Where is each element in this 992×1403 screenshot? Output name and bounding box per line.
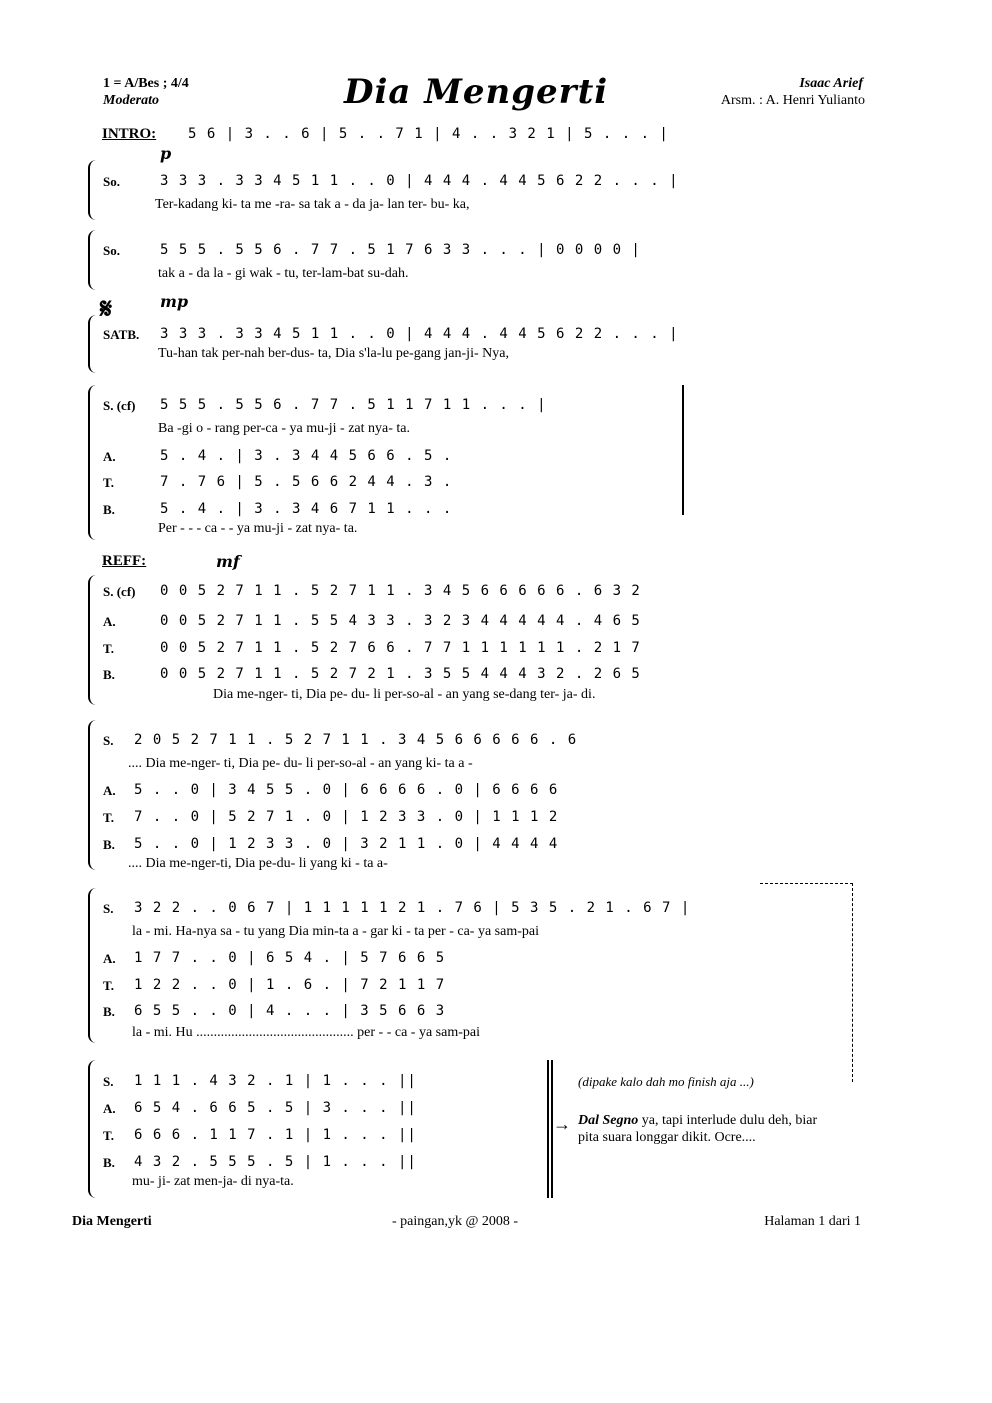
arrow-right-icon: →	[553, 1114, 571, 1134]
intro-label: INTRO:	[102, 126, 157, 142]
system-bracket	[88, 575, 96, 705]
notes-line: 5 . . 0 | 3 4 5 5 . 0 | 6 6 6 6 . 0 | 6 6 6 6	[134, 782, 559, 798]
part-label: A.	[103, 1101, 116, 1116]
notes-line: 3 3 3 . 3 3 4 5 1 1 . . 0 | 4 4 4 . 4 4 5 6 2 2 . . . |	[160, 173, 679, 189]
notes-line: 4 3 2 . 5 5 5 . 5 | 1 . . . ||	[134, 1154, 417, 1170]
notes-line: 5 . 4 . | 3 . 3 4 4 5 6 6 . 5 .	[160, 448, 453, 464]
song-title: Dia Mengerti	[344, 72, 609, 112]
part-label: A.	[103, 449, 116, 464]
lyric-line: la - mi. Hu ............................................. per - - ca - ya sam-pai	[132, 1025, 480, 1040]
part-label: B.	[103, 1155, 115, 1170]
footer-page-number: Halaman 1 dari 1	[764, 1214, 861, 1229]
barline	[682, 385, 684, 515]
notes-line: 5 . . 0 | 1 2 3 3 . 0 | 3 2 1 1 . 0 | 4 4 4 4	[134, 836, 559, 852]
part-label: B.	[103, 667, 115, 682]
tempo-marking: Moderato	[103, 93, 159, 108]
notes-line: 0 0 5 2 7 1 1 . 5 2 7 2 1 . 3 5 5 4 4 4 3 2 . 2 6 5	[160, 666, 641, 682]
reff-label: REFF:	[102, 553, 147, 569]
dal-segno-note	[578, 1112, 828, 1146]
notes-line: 2 0 5 2 7 1 1 . 5 2 7 1 1 . 3 4 5 6 6 6 6 6 . 6	[134, 732, 578, 748]
part-label: T.	[103, 1128, 114, 1143]
part-label: A.	[103, 614, 116, 629]
part-label: A.	[103, 783, 116, 798]
lyric-line: mu- ji- zat men-ja- di nya-ta.	[132, 1174, 294, 1189]
notes-line: 3 3 3 . 3 3 4 5 1 1 . . 0 | 4 4 4 . 4 4 5 6 2 2 . . . |	[160, 326, 679, 342]
part-label: T.	[103, 641, 114, 656]
dashed-repeat-guide	[760, 883, 853, 1082]
part-label: T.	[103, 978, 114, 993]
notes-line: 7 . 7 6 | 5 . 5 6 6 2 4 4 . 3 .	[160, 474, 453, 490]
part-label: So.	[103, 243, 120, 258]
lyric-line: Ba -gi o - rang per-ca - ya mu-ji - zat nya- ta.	[158, 421, 410, 436]
lyric-line: tak a - da la - gi wak - tu, ter-lam-bat su-dah.	[158, 266, 409, 281]
notes-line: 5 . 4 . | 3 . 3 4 6 7 1 1 . . .	[160, 501, 453, 517]
part-label: S. (cf)	[103, 398, 136, 413]
part-label: SATB.	[103, 327, 140, 342]
notes-line: 6 6 6 . 1 1 7 . 1 | 1 . . . ||	[134, 1127, 417, 1143]
notes-line: 1 7 7 . . 0 | 6 5 4 . | 5 7 6 6 5	[134, 950, 446, 966]
finish-hint: (dipake kalo dah mo finish aja ...)	[578, 1074, 754, 1089]
notes-line: 0 0 5 2 7 1 1 . 5 5 4 3 3 . 3 2 3 4 4 4 4 4 . 4 6 5	[160, 613, 641, 629]
part-label: B.	[103, 837, 115, 852]
notes-line: 1 1 1 . 4 3 2 . 1 | 1 . . . ||	[134, 1073, 417, 1089]
lyric-line: .... Dia me-nger-ti, Dia pe-du- li yang ki - ta a-	[128, 856, 388, 871]
lyric-line: la - mi. Ha-nya sa - tu yang Dia min-ta a - gar ki - ta per - ca- ya sam-pai	[132, 924, 539, 939]
part-label: S.	[103, 733, 114, 748]
dal-segno-label: Dal Segno	[578, 1113, 639, 1128]
system-bracket	[88, 1060, 96, 1198]
lyric-line: Per - - - ca - - ya mu-ji - zat nya- ta.	[158, 521, 358, 536]
system-bracket	[88, 230, 96, 290]
composer: Isaac Arief	[799, 76, 863, 91]
part-label: A.	[103, 951, 116, 966]
lyric-line: Dia me-nger- ti, Dia pe- du- li per-so-al - an yang se-dang ter- ja- di.	[213, 687, 596, 702]
dynamic-p: p	[160, 144, 172, 163]
part-label: T.	[103, 810, 114, 825]
notes-line: 3 2 2 . . 0 6 7 | 1 1 1 1 1 2 1 . 7 6 | 5 3 5 . 2 1 . 6 7 |	[134, 900, 691, 916]
system-bracket	[88, 315, 96, 373]
notes-line: 0 0 5 2 7 1 1 . 5 2 7 6 6 . 7 7 1 1 1 1 1 1 . 2 1 7	[160, 640, 641, 656]
lyric-line: Ter-kadang ki- ta me -ra- sa tak a - da ja- lan ter- bu- ka,	[155, 197, 470, 212]
segno-sign: 𝄋	[100, 292, 113, 325]
footer-credit: - paingan,yk @ 2008 -	[392, 1214, 519, 1229]
notes-line: 1 2 2 . . 0 | 1 . 6 . | 7 2 1 1 7	[134, 977, 446, 993]
notes-line: 6 5 5 . . 0 | 4 . . . | 3 5 6 6 3	[134, 1003, 446, 1019]
system-bracket	[88, 160, 96, 220]
key-signature: 1 = A/Bes ; 4/4	[103, 76, 189, 91]
part-label: S. (cf)	[103, 584, 136, 599]
lyric-line: Tu-han tak per-nah ber-dus- ta, Dia s'la-lu pe-gang jan-ji- Nya,	[158, 346, 509, 361]
dynamic-mp: mp	[160, 292, 189, 311]
dal-segno-text: ya, tapi interlude dulu deh, biar pita suara longgar dikit. Ocre....	[578, 1113, 818, 1145]
part-label: B.	[103, 502, 115, 517]
final-barline	[547, 1060, 549, 1198]
arranger: Arsm. : A. Henri Yulianto	[720, 93, 865, 108]
part-label: S.	[103, 901, 114, 916]
part-label: T.	[103, 475, 114, 490]
notes-line: 5 5 5 . 5 5 6 . 7 7 . 5 1 1 7 1 1 . . . |	[160, 397, 547, 413]
system-bracket	[88, 720, 96, 870]
dynamic-mf: mf	[216, 552, 240, 571]
part-label: S.	[103, 1074, 114, 1089]
notes-line: 7 . . 0 | 5 2 7 1 . 0 | 1 2 3 3 . 0 | 1 1 1 2	[134, 809, 559, 825]
notes-line: 5 5 5 . 5 5 6 . 7 7 . 5 1 7 6 3 3 . . . | 0 0 0 0 |	[160, 242, 641, 258]
notes-line: 0 0 5 2 7 1 1 . 5 2 7 1 1 . 3 4 5 6 6 6 6 6 . 6 3 2	[160, 583, 641, 599]
part-label: B.	[103, 1004, 115, 1019]
footer-title: Dia Mengerti	[72, 1214, 152, 1229]
lyric-line: .... Dia me-nger- ti, Dia pe- du- li per-so-al - an yang ki- ta a -	[128, 756, 473, 771]
notes-line: 6 5 4 . 6 6 5 . 5 | 3 . . . ||	[134, 1100, 417, 1116]
intro-notes: 5 6 | 3 . . 6 | 5 . . 7 1 | 4 . . 3 2 1 | 5 . . . |	[188, 126, 669, 142]
system-bracket	[88, 888, 96, 1043]
system-bracket	[88, 385, 96, 540]
part-label: So.	[103, 174, 120, 189]
